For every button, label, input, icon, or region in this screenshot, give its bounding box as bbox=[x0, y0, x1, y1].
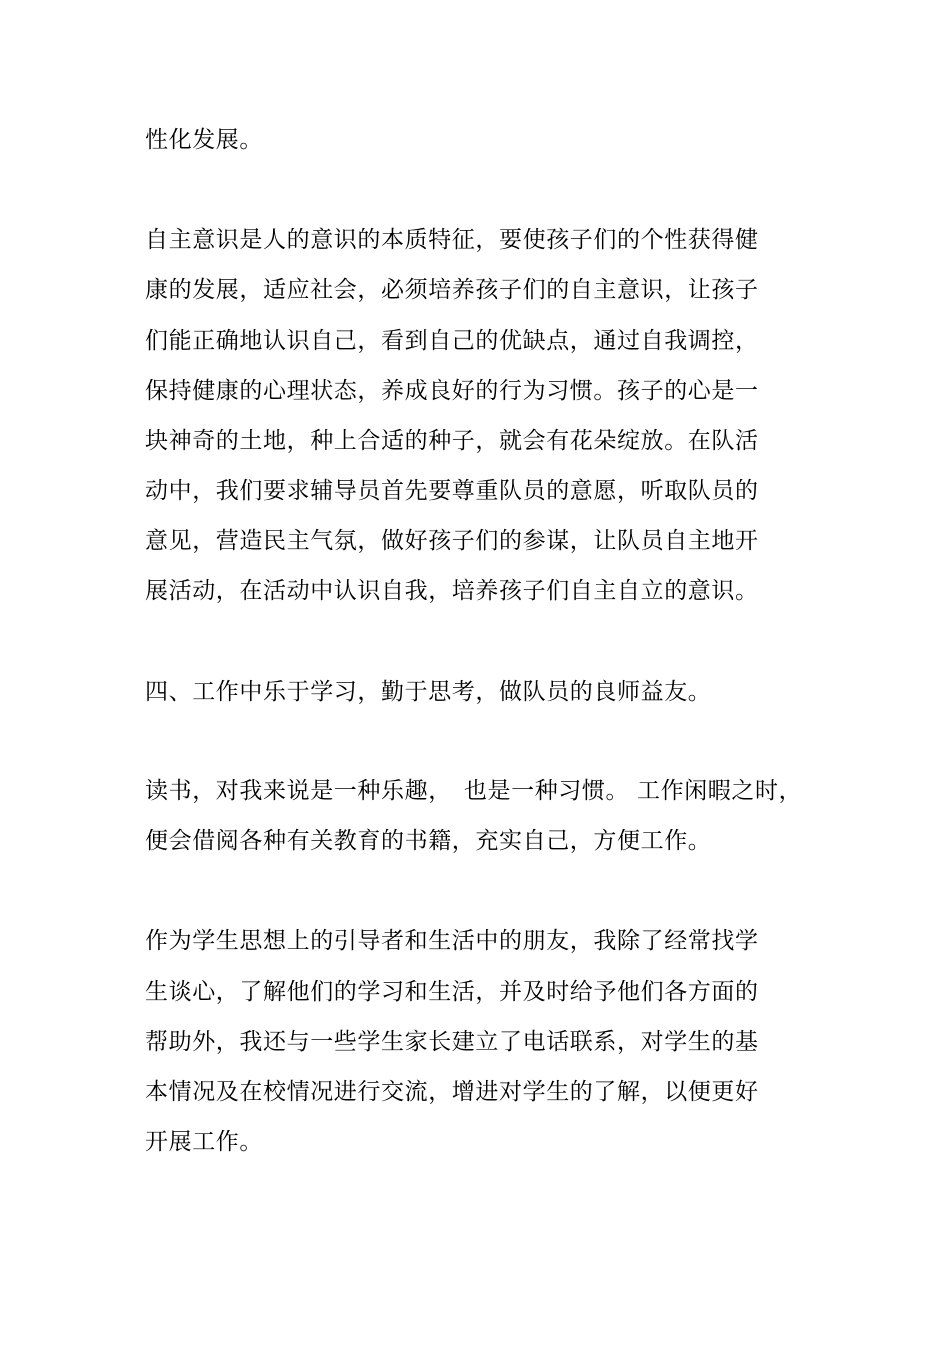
text-line: 性化发展。 bbox=[145, 127, 263, 153]
text-line: 意见，营造民主气氛，做好孩子们的参谋，让队员自主地开 bbox=[145, 528, 759, 554]
text-line: 块神奇的土地，种上合适的种子，就会有花朵绽放。在队活 bbox=[145, 428, 759, 454]
text-line: 作为学生思想上的引导者和生活中的朋友，我除了经常找学 bbox=[145, 928, 759, 954]
text-line: 生谈心，了解他们的学习和生活，并及时给予他们各方面的 bbox=[145, 979, 759, 1005]
text-line: 读书，对我来说是一种乐趣， 也是一种习惯。 工作闲暇之时， bbox=[145, 778, 803, 804]
text-line: 展活动，在活动中认识自我，培养孩子们自主自立的意识。 bbox=[145, 578, 759, 604]
text-line: 自主意识是人的意识的本质特征，要使孩子们的个性获得健 bbox=[145, 227, 759, 253]
text-line: 康的发展，适应社会，必须培养孩子们的自主意识，让孩子 bbox=[145, 277, 759, 303]
section-heading: 四、工作中乐于学习，勤于思考，做队员的良师益友。 bbox=[145, 679, 712, 705]
text-line: 保持健康的心理状态，养成良好的行为习惯。孩子的心是一 bbox=[145, 378, 759, 404]
text-line: 开展工作。 bbox=[145, 1129, 263, 1155]
text-line: 帮助外，我还与一些学生家长建立了电话联系，对学生的基 bbox=[145, 1029, 759, 1055]
text-line: 便会借阅各种有关教育的书籍，充实自己，方便工作。 bbox=[145, 828, 712, 854]
text-line: 动中，我们要求辅导员首先要尊重队员的意愿，听取队员的 bbox=[145, 478, 759, 504]
text-line: 们能正确地认识自己，看到自己的优缺点，通过自我调控， bbox=[145, 328, 759, 354]
text-line: 本情况及在校情况进行交流，增进对学生的了解，以便更好 bbox=[145, 1079, 759, 1105]
